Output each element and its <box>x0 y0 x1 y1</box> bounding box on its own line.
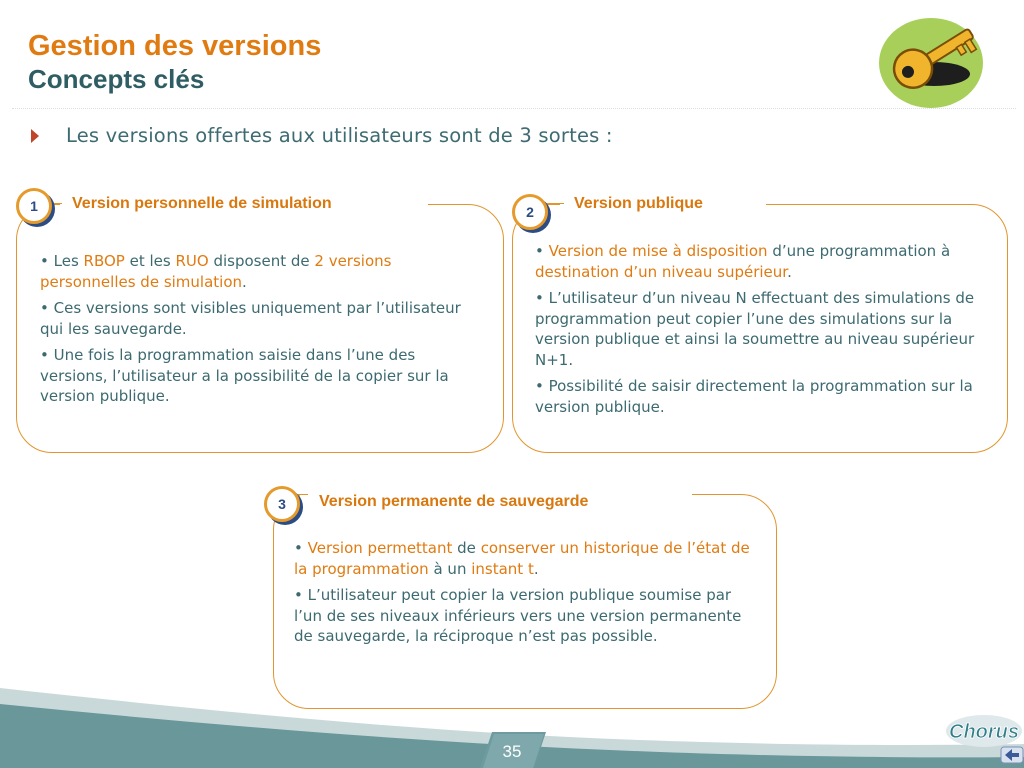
box1-heading: Version personnelle de simulation <box>72 195 332 212</box>
box2-body <box>535 241 990 423</box>
header-divider <box>12 108 1016 109</box>
box3-heading: Version permanente de sauvegarde <box>319 493 589 510</box>
page-subtitle: Concepts clés <box>28 64 205 94</box>
page-title: Gestion des versions <box>28 30 322 62</box>
box3-paragraph-1: • Version permettant de conserver un historique de l’état de la programmation à un instant t. <box>294 539 750 578</box>
box2-paragraph-2: • L’utilisateur d’un niveau N effectuant des simulations de programmation peut copier l’une des simulations sur la version publique et ainsi la soumettre au niveau supérieur N+1. <box>535 289 975 369</box>
page-number: 35 <box>502 742 522 761</box>
key-icon <box>876 8 986 108</box>
triangle-bullet-icon <box>30 128 40 144</box>
number-badge-3: 3 <box>264 486 300 522</box>
back-arrow-icon[interactable] <box>1000 746 1024 764</box>
chorus-logo <box>944 712 1024 750</box>
box1-paragraph-2: • Ces versions sont visibles uniquement par l’utilisateur qui les sauvegarde. <box>40 299 461 338</box>
box2-heading: Version publique <box>574 195 703 212</box>
box1-body <box>40 251 480 413</box>
intro-text: Les versions offertes aux utilisateurs sont de 3 sortes : <box>66 124 613 147</box>
box3-body <box>294 538 760 653</box>
box2-connector <box>546 203 564 204</box>
box2-paragraph-3: • Possibilité de saisir directement la programmation sur la version publique. <box>535 377 973 416</box>
svg-text:Chorus: Chorus <box>949 721 1019 743</box>
box3-paragraph-2: • L’utilisateur peut copier la version publique soumise par l’un de ses niveaux inférieurs vers une version permanente de sauvegarde, la réciproque n’est pas possible. <box>294 586 742 645</box>
box2-paragraph-1: • Version de mise à disposition d’une programmation à destination d’un niveau supérieur. <box>535 242 951 281</box>
box1-paragraph-1: • Les RBOP et les RUO disposent de 2 versions personnelles de simulation. <box>40 252 392 291</box>
box1-paragraph-3: • Une fois la programmation saisie dans l’une des versions, l’utilisateur a la possibilité de la copier sur la version publique. <box>40 346 449 405</box>
number-badge-2: 2 <box>512 194 548 230</box>
number-badge-1: 1 <box>16 188 52 224</box>
box3-connector <box>298 494 308 495</box>
